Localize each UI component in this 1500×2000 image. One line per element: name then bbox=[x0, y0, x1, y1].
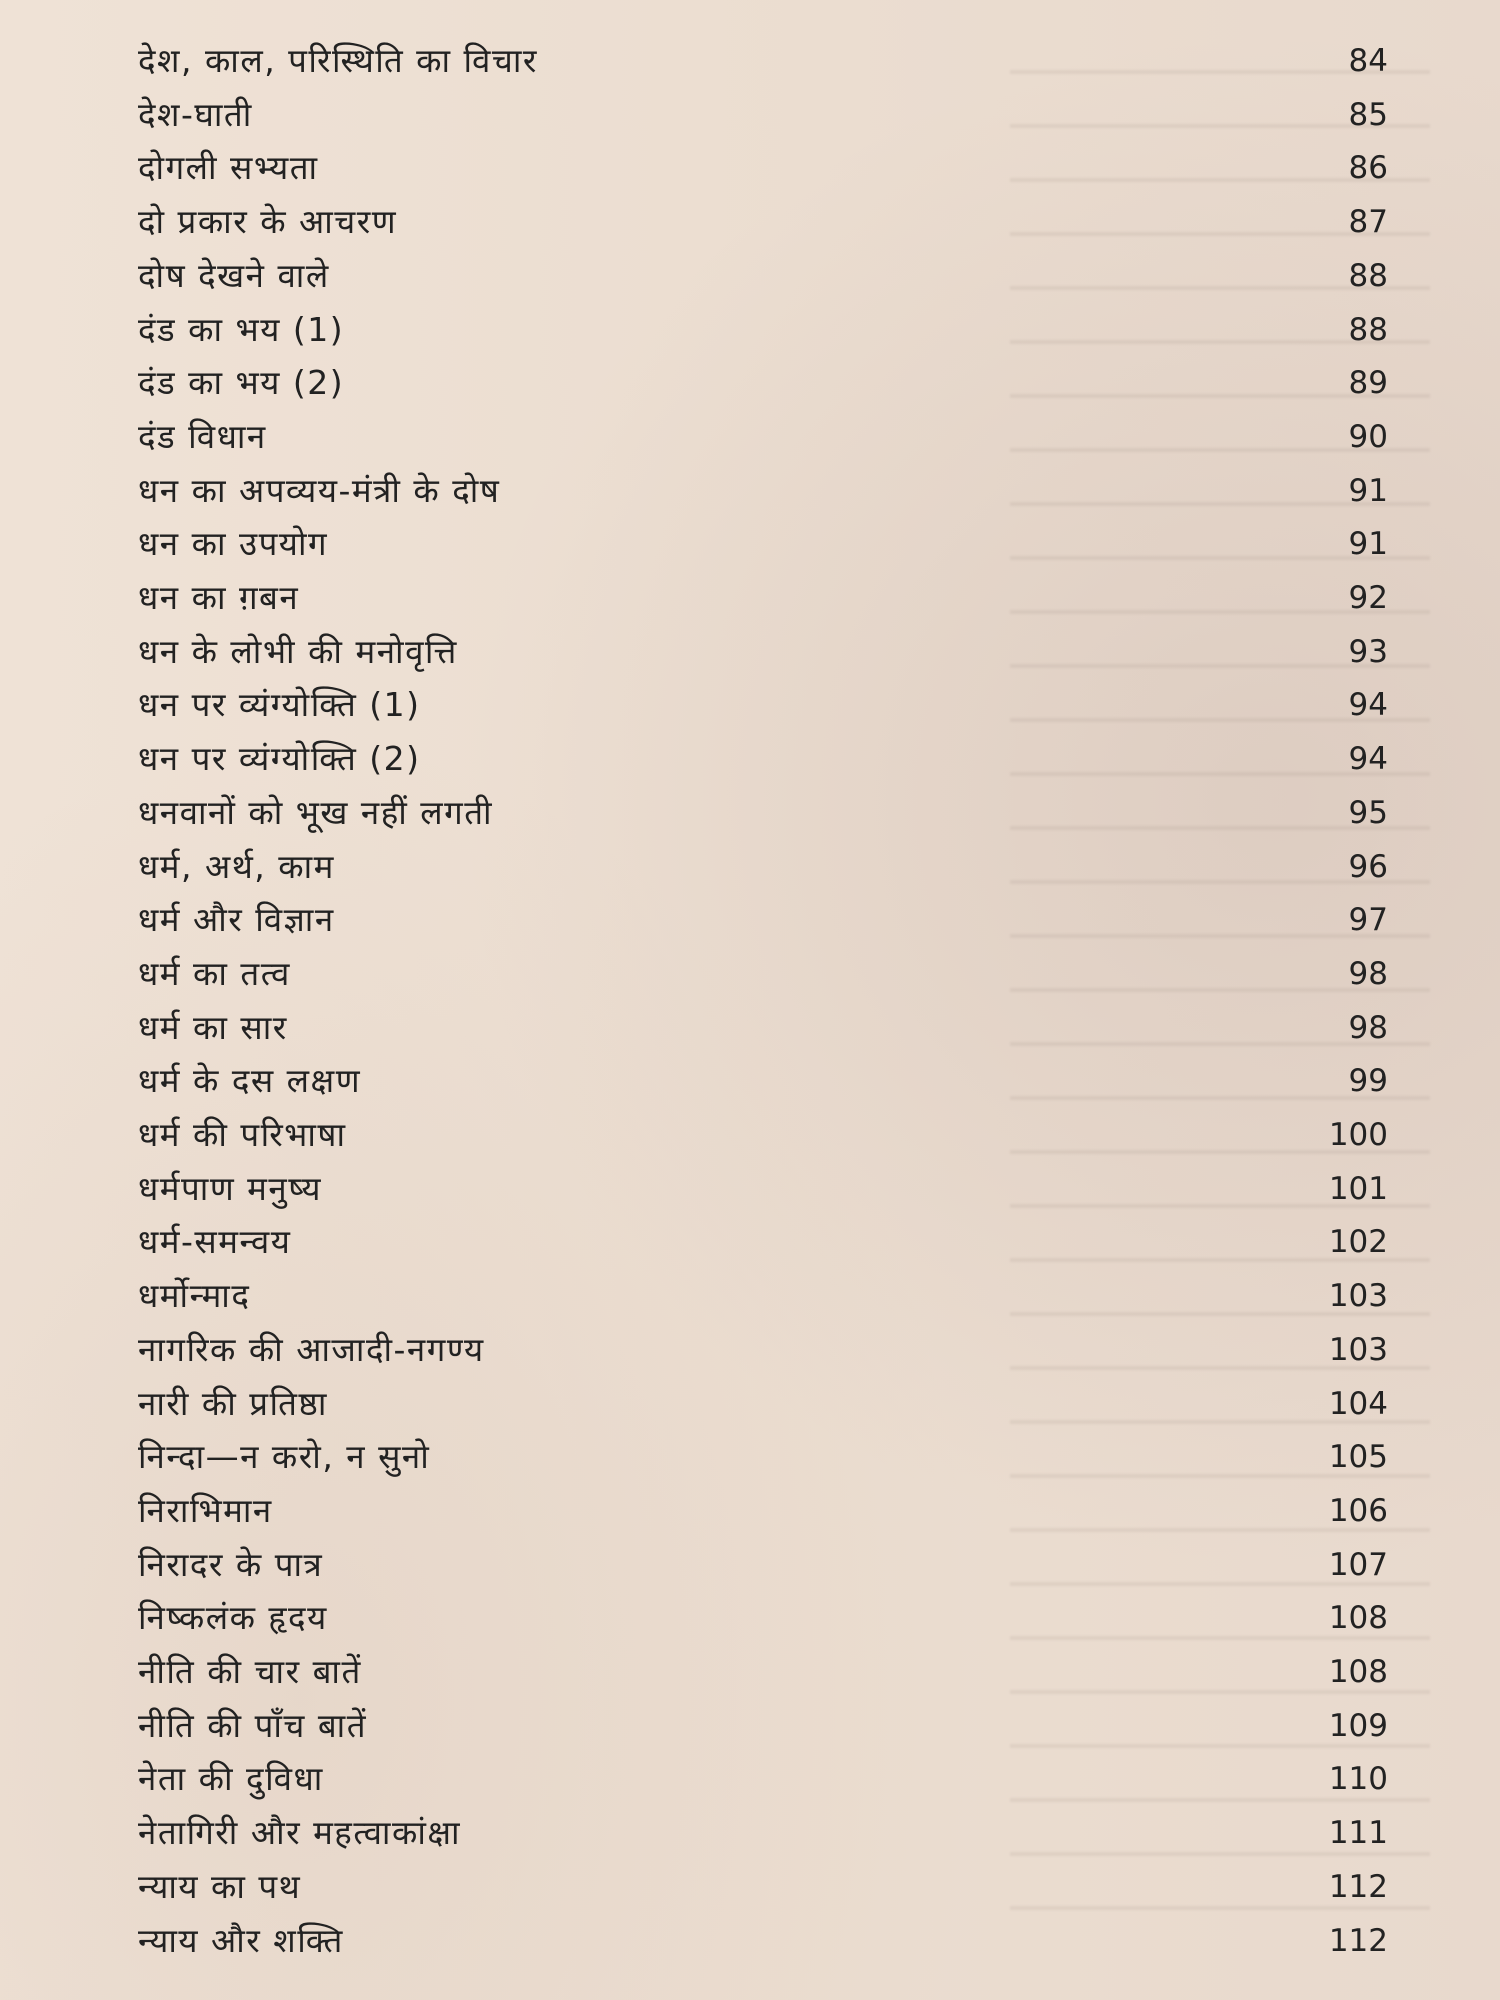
toc-entry-title: धर्मोन्माद bbox=[138, 1276, 251, 1316]
toc-entry-page-number: 88 bbox=[1348, 257, 1388, 294]
toc-entry-page-number: 91 bbox=[1348, 472, 1388, 509]
toc-entry-title: नीति की पाँच बातें bbox=[138, 1705, 368, 1745]
toc-entry-page-number: 101 bbox=[1328, 1170, 1388, 1207]
toc-entry bbox=[0, 1484, 1500, 1538]
toc-entry-page-number: 100 bbox=[1328, 1117, 1388, 1153]
toc-entry bbox=[0, 625, 1500, 679]
toc-entry-page-number: 96 bbox=[1348, 848, 1388, 885]
toc-entry-page-number: 93 bbox=[1348, 633, 1388, 670]
toc-entry bbox=[0, 1806, 1500, 1860]
toc-entry bbox=[0, 1538, 1500, 1592]
toc-entry-title: नारी की प्रतिष्ठा bbox=[138, 1383, 328, 1423]
toc-entry-title: धन पर व्यंग्योक्ति (2) bbox=[138, 739, 421, 779]
toc-entry bbox=[0, 141, 1500, 195]
toc-entry bbox=[0, 1645, 1500, 1699]
toc-entry-title: दोष देखने वाले bbox=[138, 255, 330, 295]
toc-entry-page-number: 111 bbox=[1328, 1815, 1388, 1852]
toc-entry-title: नीति की चार बातें bbox=[138, 1652, 362, 1691]
toc-entry bbox=[0, 893, 1500, 947]
toc-entry-title: निष्कलंक हृदय bbox=[138, 1598, 328, 1638]
toc-entry-page-number: 98 bbox=[1348, 1009, 1388, 1046]
toc-entry-title: निन्दा—न करो, न सुनो bbox=[138, 1437, 431, 1477]
toc-entry-title: धन का अपव्यय-मंत्री के दोष bbox=[138, 470, 501, 510]
toc-entry bbox=[0, 1001, 1500, 1055]
toc-entry-page-number: 84 bbox=[1348, 43, 1388, 79]
toc-entry-title: धन का उपयोग bbox=[138, 524, 329, 564]
toc-entry-title: निरादर के पात्र bbox=[138, 1544, 324, 1584]
toc-entry-title: निराभिमान bbox=[138, 1490, 273, 1530]
toc-entry-title: नेता की दुविधा bbox=[138, 1759, 324, 1799]
toc-entry-page-number: 109 bbox=[1328, 1707, 1388, 1744]
toc-entry-page-number: 89 bbox=[1348, 365, 1388, 402]
toc-entry-page-number: 107 bbox=[1328, 1546, 1388, 1583]
toc-entry-page-number: 87 bbox=[1348, 204, 1388, 241]
toc-entry-title: दंड का भय (2) bbox=[138, 363, 345, 403]
toc-entry-page-number: 104 bbox=[1328, 1385, 1388, 1422]
toc-entry bbox=[0, 1860, 1500, 1914]
toc-entry bbox=[0, 1591, 1500, 1645]
toc-entry bbox=[0, 303, 1500, 357]
toc-entry bbox=[0, 1162, 1500, 1216]
toc-entry bbox=[0, 1430, 1500, 1484]
toc-entry bbox=[0, 1054, 1500, 1108]
toc-entry-page-number: 112 bbox=[1328, 1868, 1388, 1905]
toc-entry-title: धनवानों को भूख नहीं लगती bbox=[138, 792, 494, 832]
toc-entry-page-number: 106 bbox=[1328, 1492, 1388, 1529]
toc-entry-title: धर्म-समन्वय bbox=[138, 1222, 292, 1262]
toc-entry-page-number: 105 bbox=[1328, 1439, 1388, 1476]
toc-entry-page-number: 110 bbox=[1328, 1761, 1388, 1798]
toc-entry-title: धन के लोभी की मनोवृत्ति bbox=[138, 631, 458, 671]
toc-entry bbox=[0, 786, 1500, 840]
toc-entry-page-number: 103 bbox=[1328, 1331, 1388, 1368]
toc-entry bbox=[0, 410, 1500, 464]
toc-entry bbox=[0, 678, 1500, 732]
toc-entry-page-number: 98 bbox=[1348, 955, 1388, 992]
toc-entry-title: धर्म की परिभाषा bbox=[138, 1115, 347, 1154]
toc-entry bbox=[0, 840, 1500, 894]
toc-entry bbox=[0, 571, 1500, 625]
toc-entry-title: धर्म और विज्ञान bbox=[138, 900, 335, 940]
toc-entry-title: दंड का भय (1) bbox=[138, 309, 345, 349]
toc-entry-page-number: 108 bbox=[1328, 1600, 1388, 1637]
toc-entry bbox=[0, 732, 1500, 786]
toc-entry bbox=[0, 1699, 1500, 1753]
toc-entry bbox=[0, 464, 1500, 518]
toc-entry-page-number: 92 bbox=[1348, 580, 1388, 616]
toc-entry bbox=[0, 1108, 1500, 1162]
toc-entry-page-number: 86 bbox=[1348, 150, 1388, 187]
toc-entry-title: धर्म का सार bbox=[138, 1007, 288, 1047]
toc-entry-title: दो प्रकार के आचरण bbox=[138, 202, 398, 242]
toc-entry-page-number: 95 bbox=[1348, 794, 1388, 831]
toc-entry bbox=[0, 947, 1500, 1001]
toc-entry-title: दोगली सभ्यता bbox=[138, 148, 319, 188]
toc-entry-title: धर्मपाण मनुष्य bbox=[138, 1168, 323, 1208]
toc-entry-page-number: 112 bbox=[1328, 1922, 1388, 1959]
toc-entry bbox=[0, 34, 1500, 88]
toc-entry bbox=[0, 195, 1500, 249]
toc-entry-title: धर्म के दस लक्षण bbox=[138, 1061, 362, 1101]
toc-entry-page-number: 91 bbox=[1348, 526, 1388, 563]
toc-entry-page-number: 85 bbox=[1348, 96, 1388, 133]
toc-entry-title: नागरिक की आजादी-नगण्य bbox=[138, 1329, 485, 1369]
toc-entry-title: न्याय का पथ bbox=[138, 1866, 302, 1906]
toc-entry bbox=[0, 1377, 1500, 1431]
toc-entry-title: धन का ग़बन bbox=[138, 578, 300, 617]
toc-entry-title: नेतागिरी और महत्वाकांक्षा bbox=[138, 1813, 462, 1853]
toc-entry-page-number: 94 bbox=[1348, 741, 1388, 778]
toc-entry-page-number: 108 bbox=[1328, 1654, 1388, 1690]
toc-entry-title: देश-घाती bbox=[138, 94, 253, 134]
toc-entry bbox=[0, 1752, 1500, 1806]
toc-entry bbox=[0, 517, 1500, 571]
toc-entry-page-number: 90 bbox=[1348, 418, 1388, 455]
toc-entry-page-number: 102 bbox=[1328, 1224, 1388, 1261]
toc-entry-title: धर्म का तत्व bbox=[138, 953, 291, 993]
toc-entry-title: धर्म, अर्थ, काम bbox=[138, 846, 335, 886]
toc-entry bbox=[0, 1269, 1500, 1323]
toc-entry bbox=[0, 1215, 1500, 1269]
toc-entry bbox=[0, 249, 1500, 303]
toc-entry-title: धन पर व्यंग्योक्ति (1) bbox=[138, 685, 421, 725]
toc-entry bbox=[0, 1914, 1500, 1968]
toc-entry bbox=[0, 356, 1500, 410]
toc-entry bbox=[0, 88, 1500, 142]
toc-entry bbox=[0, 1323, 1500, 1377]
toc-entry-title: न्याय और शक्ति bbox=[138, 1920, 344, 1960]
toc-entry-title: देश, काल, परिस्थिति का विचार bbox=[138, 41, 538, 80]
toc-entry-page-number: 103 bbox=[1328, 1278, 1388, 1315]
toc-entry-title: दंड विधान bbox=[138, 416, 267, 456]
toc-entry-page-number: 97 bbox=[1348, 902, 1388, 939]
toc-entry-page-number: 94 bbox=[1348, 687, 1388, 724]
toc-entry-page-number: 99 bbox=[1348, 1063, 1388, 1100]
toc-entry-page-number: 88 bbox=[1348, 311, 1388, 348]
